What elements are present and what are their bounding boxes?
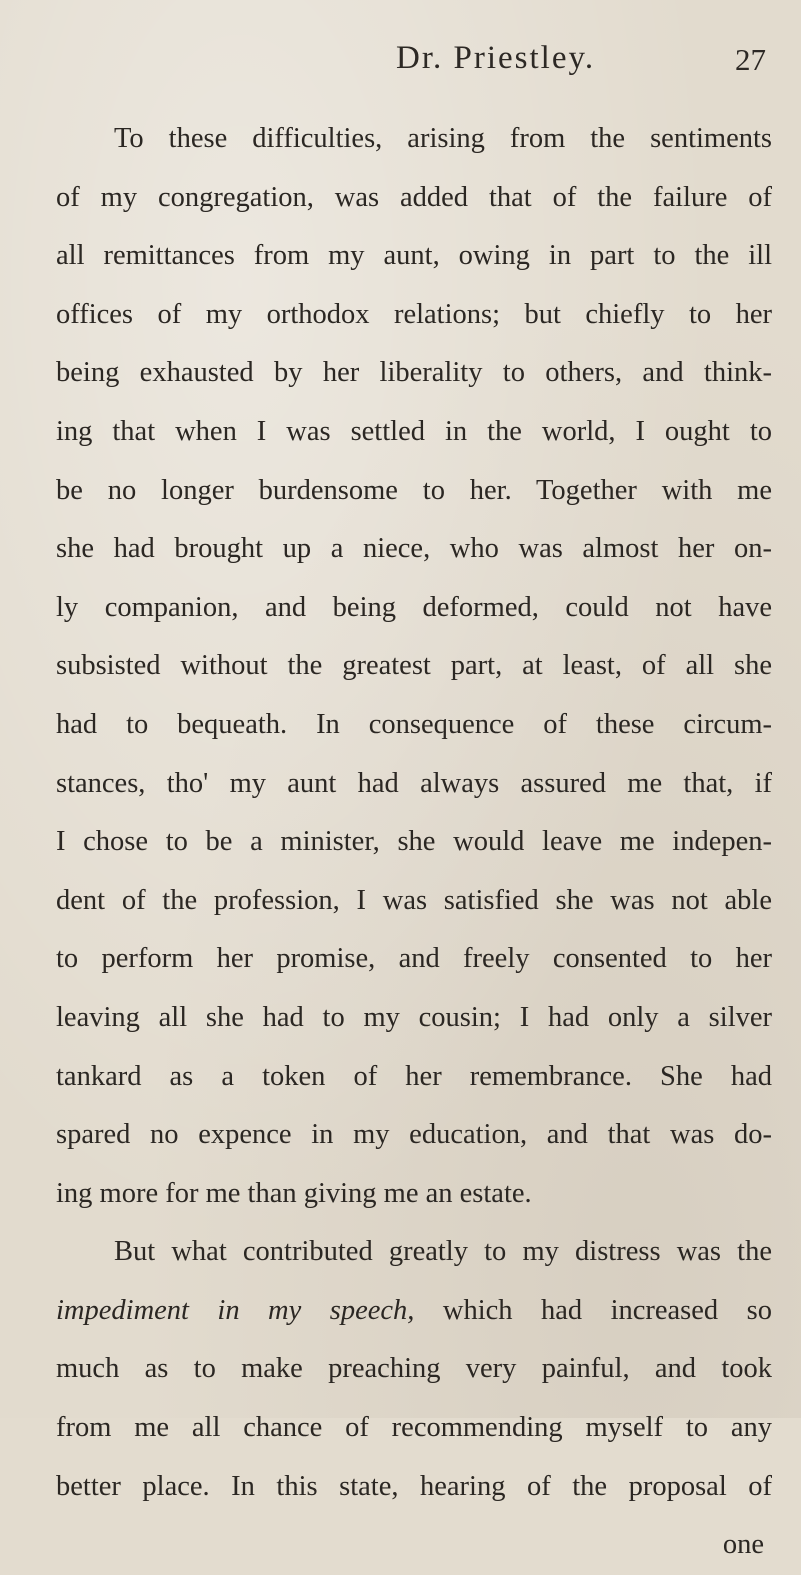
running-head: Dr. Priestley. xyxy=(396,40,596,76)
italic-phrase: impediment in my speech, xyxy=(56,1294,415,1326)
text-line: much as to make preaching very painful, and took xyxy=(56,1353,772,1385)
body-text xyxy=(56,110,772,1575)
text-line: from me all chance of recommending myself to any xyxy=(56,1412,772,1444)
text-line: offices of my orthodox relations; but chiefly to her xyxy=(56,298,772,330)
text-line: dent of the profession, I was satisfied she was not able xyxy=(56,884,772,916)
text-line: But what contributed greatly to my distress was the xyxy=(114,1236,772,1268)
page-number: 27 xyxy=(735,42,766,77)
text-line: leaving all she had to my cousin; I had only a silver xyxy=(56,1001,772,1033)
text-line: better place. In this state, hearing of the proposal of xyxy=(56,1470,772,1502)
catchword: one xyxy=(722,1529,764,1561)
text-line: tankard as a token of her remembrance. She had xyxy=(56,1060,772,1092)
text-line: be no longer burdensome to her. Together with me xyxy=(56,474,772,506)
text-line: To these difficulties, arising from the sentiments xyxy=(114,123,772,154)
text-line: subsisted without the greatest part, at least, of all she xyxy=(56,650,772,682)
text-line: ing that when I was settled in the world, I ought to xyxy=(56,415,772,447)
text-line: of my congregation, was added that of the failure of xyxy=(56,181,772,213)
text-line: ly companion, and being deformed, could not have xyxy=(56,591,772,623)
text-line: she had brought up a niece, who was almost her on- xyxy=(56,533,772,565)
page-header xyxy=(40,22,800,82)
text-line: ing more for me than giving me an estate. xyxy=(56,1177,532,1209)
text-line: I chose to be a minister, she would leave me indepen- xyxy=(56,826,772,858)
text-line-remainder: which had increased so xyxy=(414,1294,772,1326)
text-line: being exhausted by her liberality to others, and think- xyxy=(56,357,772,389)
text-line: spared no expence in my education, and that was do- xyxy=(56,1119,772,1151)
text-line: to perform her promise, and freely consented to her xyxy=(56,943,772,975)
text-line: had to bequeath. In consequence of these circum- xyxy=(56,708,772,740)
text-line-with-italics xyxy=(56,1282,772,1341)
text-line: stances, tho' my aunt had always assured me that, if xyxy=(56,767,772,799)
text-line: all remittances from my aunt, owing in part to the ill xyxy=(56,240,772,272)
